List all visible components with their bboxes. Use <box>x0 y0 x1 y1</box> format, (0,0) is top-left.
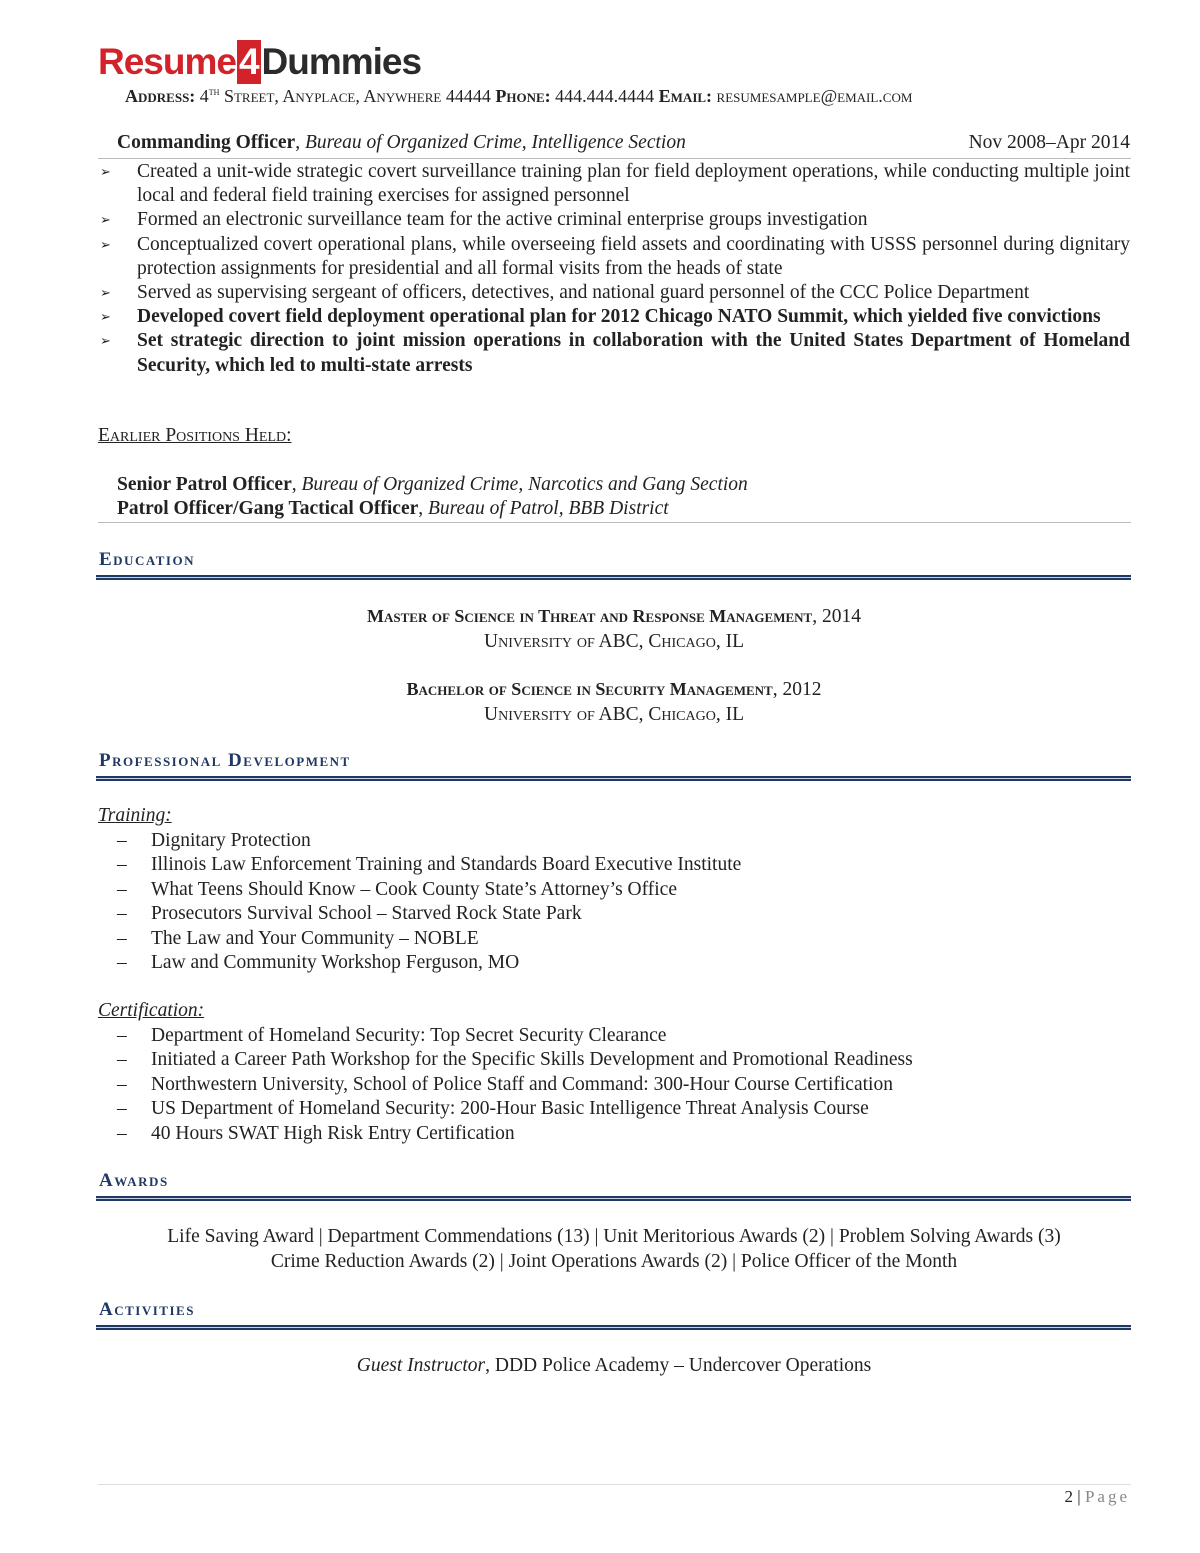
list-item-text: Formed an electronic surveillance team for the active criminal enterprise groups investigation <box>137 209 868 231</box>
degree-name: Master of Science in Threat and Response Management <box>367 606 813 626</box>
list-item-text: Served as supervising sergeant of officers, detectives, and national guard personnel of the CCC Police Department <box>137 282 1030 304</box>
section-heading-awards: Awards <box>99 1170 169 1191</box>
section-rule <box>96 575 1131 580</box>
degree <box>98 677 1130 727</box>
divider <box>98 158 1131 159</box>
list-item <box>117 1122 913 1146</box>
section-rule <box>96 1196 1131 1201</box>
address: Street, Anyplace, Anywhere 44444 <box>223 86 491 106</box>
logo <box>98 40 421 84</box>
certification-label: Certification: <box>98 1000 205 1021</box>
list-item <box>117 902 741 926</box>
training-list <box>117 829 741 975</box>
list-item <box>98 160 1130 208</box>
list-item-text: Created a unit-wide strategic covert surveillance training plan for field deployment operations, while conducting multiple joint local and federal field training exercises for assigned personnel <box>137 161 1130 207</box>
dash-bullet: – <box>117 854 127 876</box>
activity-detail: , DDD Police Academy – Undercover Operations <box>485 1355 872 1376</box>
earlier-positions <box>117 473 748 521</box>
activity-role: Guest Instructor <box>356 1355 486 1376</box>
list-item <box>117 1097 913 1121</box>
job-bullets <box>98 160 1130 378</box>
logo-text: Resume <box>98 41 236 82</box>
dash-bullet: – <box>117 1122 127 1144</box>
position-title: Patrol Officer/Gang Tactical Officer <box>117 498 419 519</box>
page-footer <box>1065 1487 1130 1507</box>
section-rule <box>96 1325 1131 1330</box>
section-rule <box>96 776 1131 781</box>
phone: 444.444.4444 <box>555 86 655 106</box>
dash-bullet: – <box>117 1049 127 1071</box>
list-item <box>117 951 741 975</box>
dash-bullet: – <box>117 903 127 925</box>
list-item <box>117 853 741 877</box>
section-heading-professional-development: Professional Development <box>99 750 351 771</box>
position-org: Bureau of Patrol, BBB District <box>428 498 669 519</box>
list-item <box>117 878 741 902</box>
list-item <box>117 1073 913 1097</box>
email-label: Email: <box>658 86 713 106</box>
degree <box>98 604 1130 654</box>
address-label: Address: <box>125 86 196 106</box>
activity <box>98 1354 1130 1379</box>
degree-year: , 2012 <box>772 679 822 700</box>
list-item-text: 40 Hours SWAT High Risk Entry Certification <box>151 1122 515 1144</box>
separator: | <box>1073 1487 1085 1506</box>
arrow-bullet-icon: ➢ <box>100 333 111 349</box>
list-item-text: Department of Homeland Security: Top Secret Security Clearance <box>151 1025 667 1046</box>
list-item <box>98 305 1130 329</box>
dash-bullet: – <box>117 1025 127 1046</box>
list-item-text: The Law and Your Community – NOBLE <box>151 927 479 949</box>
position: Patrol Officer/Gang Tactical Officer, Bureau of Patrol, BBB District <box>117 498 669 519</box>
arrow-bullet-icon: ➢ <box>100 212 111 228</box>
list-item <box>117 1048 913 1072</box>
section-heading-education: Education <box>99 549 195 570</box>
job-title: Commanding Officer <box>117 132 296 153</box>
arrow-bullet-icon: ➢ <box>100 309 111 325</box>
dash-bullet: – <box>117 830 127 851</box>
list-item-text: US Department of Homeland Security: 200-Hour Basic Intelligence Threat Analysis Course <box>151 1098 869 1120</box>
section-heading-activities: Activities <box>99 1299 195 1320</box>
list-item-text: Illinois Law Enforcement Training and Standards Board Executive Institute <box>151 854 742 876</box>
position-org: Bureau of Organized Crime, Narcotics and Gang Section <box>301 474 748 495</box>
logo-text: 4 <box>238 41 259 82</box>
list-item <box>98 208 1130 232</box>
degree-name: Bachelor of Science in Security Management <box>406 679 773 699</box>
list-item-text: Initiated a Career Path Workshop for the Specific Skills Development and Promotional Readiness <box>151 1049 913 1071</box>
list-item <box>98 329 1130 377</box>
awards-line: Life Saving Award | Department Commendations (13) | Unit Meritorious Awards (2) | Problem Solving Awards (3) <box>167 1226 1061 1247</box>
address-sup: th <box>208 86 220 98</box>
training-label: Training: <box>98 805 172 826</box>
divider <box>98 522 1131 523</box>
phone-label: Phone: <box>495 86 551 106</box>
dash-bullet: – <box>117 1098 127 1120</box>
position: Senior Patrol Officer, Bureau of Organized Crime, Narcotics and Gang Section <box>117 474 748 495</box>
list-item <box>98 233 1130 281</box>
dash-bullet: – <box>117 952 127 974</box>
job-org: Bureau of Organized Crime, Intelligence Section <box>304 132 686 153</box>
school: University of ABC, Chicago, IL <box>484 630 744 652</box>
page-label: Page <box>1084 1487 1130 1506</box>
dash-bullet: – <box>117 927 127 949</box>
logo-text: Dummies <box>261 41 422 82</box>
list-item <box>117 927 741 951</box>
dash-bullet: – <box>117 1073 127 1095</box>
address: 4 <box>199 86 209 106</box>
awards-line: Crime Reduction Awards (2) | Joint Operations Awards (2) | Police Officer of the Month <box>270 1250 958 1272</box>
job-dates: Nov 2008–Apr 2014 <box>968 132 1130 153</box>
list-item-text: Set strategic direction to joint mission operations in collaboration with the United States Department of Homeland Security, which led to multi-state arrests <box>137 330 1130 376</box>
dash-bullet: – <box>117 878 127 900</box>
degree-year: , 2014 <box>812 606 861 627</box>
footer-rule <box>98 1484 1131 1485</box>
list-item-text: Law and Community Workshop Ferguson, MO <box>151 952 520 974</box>
awards-list <box>98 1225 1130 1274</box>
list-item-text: Dignitary Protection <box>151 830 311 851</box>
list-item-text: What Teens Should Know – Cook County State’s Attorney’s Office <box>151 878 677 900</box>
page-number: 2 <box>1064 1487 1074 1506</box>
arrow-bullet-icon: ➢ <box>100 236 111 252</box>
list-item-text: Developed covert field deployment operational plan for 2012 Chicago NATO Summit, which yielded five convictions <box>137 306 1101 328</box>
contact-line <box>125 86 912 107</box>
position-title: Senior Patrol Officer <box>117 474 292 495</box>
school: University of ABC, Chicago, IL <box>484 703 744 725</box>
list-item-text: Prosecutors Survival School – Starved Rock State Park <box>151 903 582 925</box>
certification-list <box>117 1024 913 1146</box>
arrow-bullet-icon: ➢ <box>100 164 111 179</box>
job-header: Commanding Officer, Bureau of Organized Crime, Intelligence Section Nov 2008–Apr 2014 <box>117 132 1130 153</box>
earlier-positions-heading: Earlier Positions Held: <box>98 425 292 446</box>
list-item <box>98 281 1130 305</box>
list-item <box>117 1024 913 1048</box>
email: resumesample@email.com <box>716 86 913 106</box>
arrow-bullet-icon: ➢ <box>100 285 111 301</box>
list-item <box>117 829 741 853</box>
list-item-text: Conceptualized covert operational plans, while overseeing field assets and coordinating with USSS personnel during dignitary protection assignments for presidential and all formal visits from the heads of state <box>137 233 1130 279</box>
list-item-text: Northwestern University, School of Police Staff and Command: 300-Hour Course Certification <box>151 1073 893 1095</box>
